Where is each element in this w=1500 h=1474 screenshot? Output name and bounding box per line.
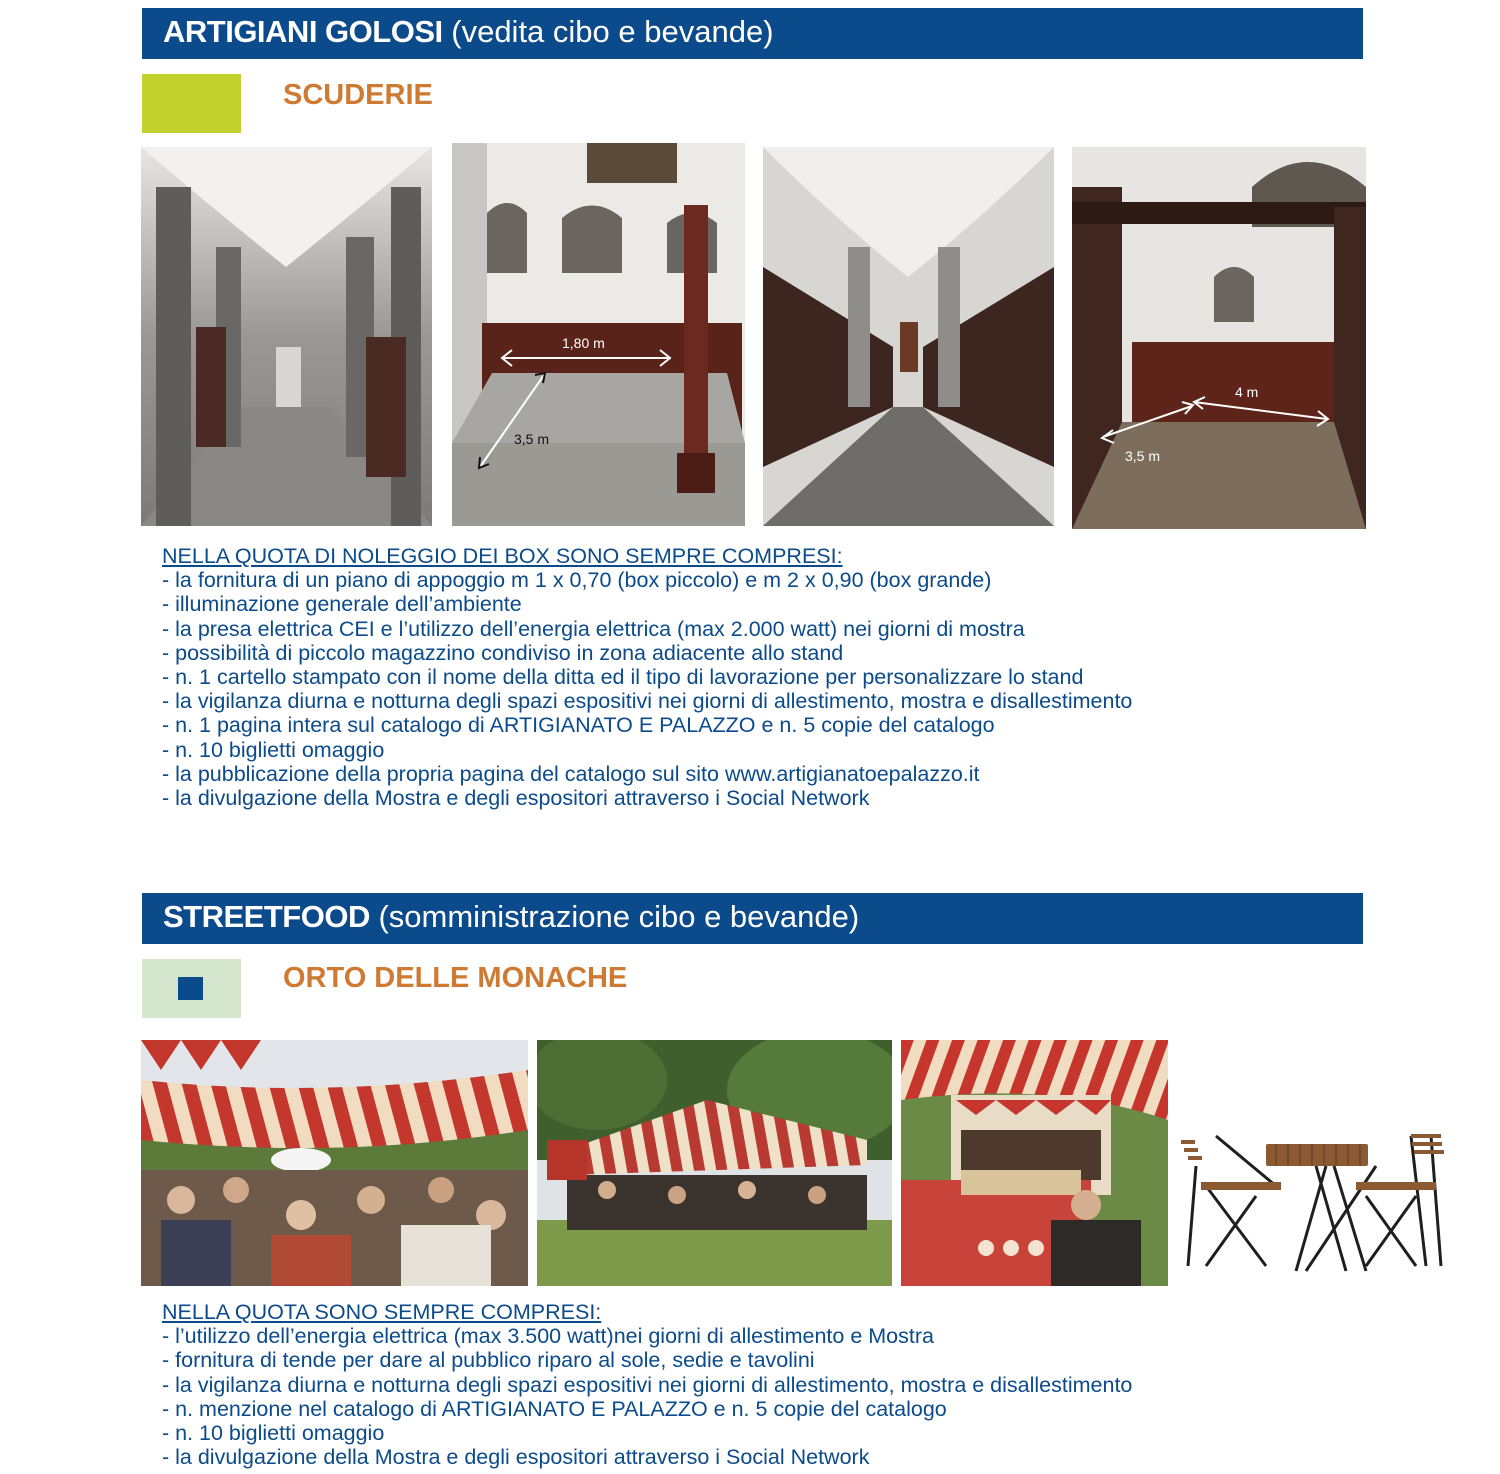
dimension-depth-label: 3,5 m [1125, 448, 1161, 464]
list-item: - la vigilanza diurna e notturna degli spazi espositivi nei giorni di allestimento, mostra e disallestimento [162, 1372, 1133, 1397]
list-item: - la divulgazione della Mostra e degli espositori attraverso i Social Network [162, 786, 870, 811]
list-header: NELLA QUOTA DI NOLEGGIO DEI BOX SONO SEMPRE COMPRESI: [162, 544, 843, 568]
list-header: NELLA QUOTA SONO SEMPRE COMPRESI: [162, 1300, 602, 1324]
list-item: - n. 10 biglietti omaggio [162, 1421, 385, 1446]
list-item: - n. 1 pagina intera sul catalogo di ARTIGIANATO E PALAZZO e n. 5 copie del catalogo [162, 713, 995, 738]
section-header-artigiani-golosi [142, 8, 1363, 59]
list-item: - n. 1 cartello stampato con il nome della ditta ed il tipo di lavorazione per personalizzare lo stand [162, 665, 1084, 690]
photo-horse-box-large [1072, 147, 1366, 529]
list-item: - l’utilizzo dell’energia elettrica (max 3.500 watt)nei giorni di allestimento e Mostra [162, 1324, 934, 1349]
section-header-streetfood [142, 893, 1363, 944]
legend-square-marker [178, 977, 203, 1000]
photo-stable-boxes-corridor [763, 147, 1054, 526]
section-subtitle: (vedita cibo e bevande) [451, 14, 774, 49]
zone-legend-swatch [142, 959, 241, 1018]
list-item: - la pubblicazione della propria pagina del catalogo sul sito www.artigianatoepalazzo.it [162, 761, 980, 786]
dimension-width-label: 4 m [1235, 384, 1259, 400]
included-services-list-box [162, 544, 1132, 810]
list-item: - n. menzione nel catalogo di ARTIGIANATO E PALAZZO e n. 5 copie del catalogo [162, 1396, 947, 1421]
zone-title-orto-delle-monache: ORTO DELLE MONACHE [283, 962, 628, 994]
photo-stable-corridor [141, 147, 432, 526]
dimension-depth-label: 3,5 m [514, 431, 550, 447]
photo-streetfood-food-truck [901, 1040, 1168, 1286]
dimension-width-label: 1,80 m [562, 335, 605, 351]
list-item: - fornitura di tende per dare al pubblico riparo al sole, sedie e tavolini [162, 1348, 815, 1373]
zone-legend-swatch [142, 74, 241, 133]
list-item: - la vigilanza diurna e notturna degli spazi espositivi nei giorni di allestimento, mostra e disallestimento [162, 689, 1133, 714]
photo-streetfood-garden-tent [537, 1040, 892, 1286]
list-item: - illuminazione generale dell’ambiente [162, 592, 522, 617]
list-item: - la presa elettrica CEI e l’utilizzo dell’energia elettrica (max 2.000 watt) nei giorni di mostra [162, 616, 1025, 641]
list-item: - la fornitura di un piano di appoggio m 1 x 0,70 (box piccolo) e m 2 x 0,90 (box grande) [162, 568, 992, 593]
illustration-bistro-table-chairs [1176, 1126, 1456, 1272]
list-item: - possibilità di piccolo magazzino condiviso in zona adiacente allo stand [162, 640, 844, 665]
list-item: - la divulgazione della Mostra e degli espositori attraverso i Social Network [162, 1445, 870, 1470]
list-item: - n. 10 biglietti omaggio [162, 737, 385, 762]
photo-streetfood-tent-crowd [141, 1040, 528, 1286]
section-title: ARTIGIANI GOLOSI [163, 14, 443, 49]
included-services-list-streetfood [162, 1300, 1132, 1469]
zone-title-scuderie: SCUDERIE [283, 79, 433, 111]
section-title: STREETFOOD [163, 899, 370, 934]
section-subtitle: (somministrazione cibo e bevande) [378, 899, 860, 934]
photo-horse-box-small [452, 143, 745, 526]
